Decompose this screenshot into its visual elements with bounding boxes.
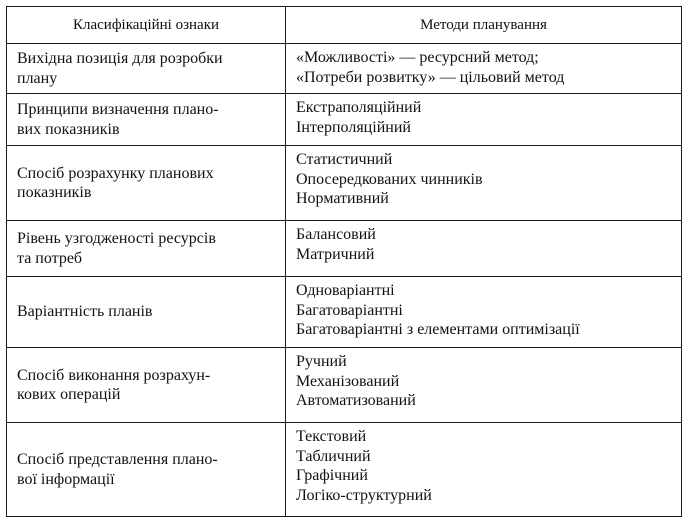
table-row xyxy=(7,221,682,277)
methods-cell xyxy=(286,221,682,277)
table-row xyxy=(7,94,682,146)
method-item: Ручний xyxy=(296,353,347,370)
table-row xyxy=(7,277,682,348)
table-row xyxy=(7,423,682,517)
method-item: Текстовий xyxy=(296,428,367,445)
planning-methods-table xyxy=(6,6,682,517)
method-item: Механізований xyxy=(296,372,400,390)
method-item: Нормативний xyxy=(296,190,389,207)
method-item: «Можливості» — ресурсний метод; xyxy=(296,49,539,66)
feature-cell: Рівень узгодженості ресурсів та потреб xyxy=(7,221,286,277)
method-item: Автоматизований xyxy=(296,392,416,409)
table-row xyxy=(7,348,682,423)
method-item: Інтерполяційний xyxy=(296,118,411,136)
methods-cell xyxy=(286,94,682,146)
feature-cell: Спосіб виконання розрахун- кових операцій xyxy=(7,348,286,423)
method-item: Опосередкованих чинників xyxy=(296,170,483,188)
method-item: Статистичний xyxy=(296,151,393,168)
method-item: Багатоваріантні з елементами оптимізації xyxy=(296,321,580,338)
method-item: Багатоваріантні xyxy=(296,301,403,319)
table-row xyxy=(7,146,682,221)
header-classification: Класифікаційні ознаки xyxy=(7,7,286,44)
method-item: Матричний xyxy=(296,245,375,263)
header-methods: Методи планування xyxy=(286,7,682,44)
feature-cell: Варіантність планів xyxy=(7,277,286,348)
methods-cell xyxy=(286,423,682,517)
methods-cell xyxy=(286,44,682,94)
feature-cell: Вихідна позиція для розробки плану xyxy=(7,44,286,94)
method-item: Одноваріантні xyxy=(296,282,395,299)
feature-cell: Принципи визначення плано- вих показників xyxy=(7,94,286,146)
feature-cell: Спосіб розрахунку планових показників xyxy=(7,146,286,221)
method-item: «Потреби розвитку» — цільовий метод xyxy=(296,68,565,86)
method-item: Екстраполяційний xyxy=(296,99,422,116)
feature-cell: Спосіб представлення плано- вої інформації xyxy=(7,423,286,517)
methods-cell xyxy=(286,146,682,221)
method-item: Балансовий xyxy=(296,226,376,243)
method-item: Графічний xyxy=(296,467,368,484)
methods-cell xyxy=(286,277,682,348)
method-item: Табличний xyxy=(296,447,371,465)
methods-cell xyxy=(286,348,682,423)
header-row xyxy=(7,7,682,44)
method-item: Логіко-структурний xyxy=(296,486,432,504)
table-row xyxy=(7,44,682,94)
